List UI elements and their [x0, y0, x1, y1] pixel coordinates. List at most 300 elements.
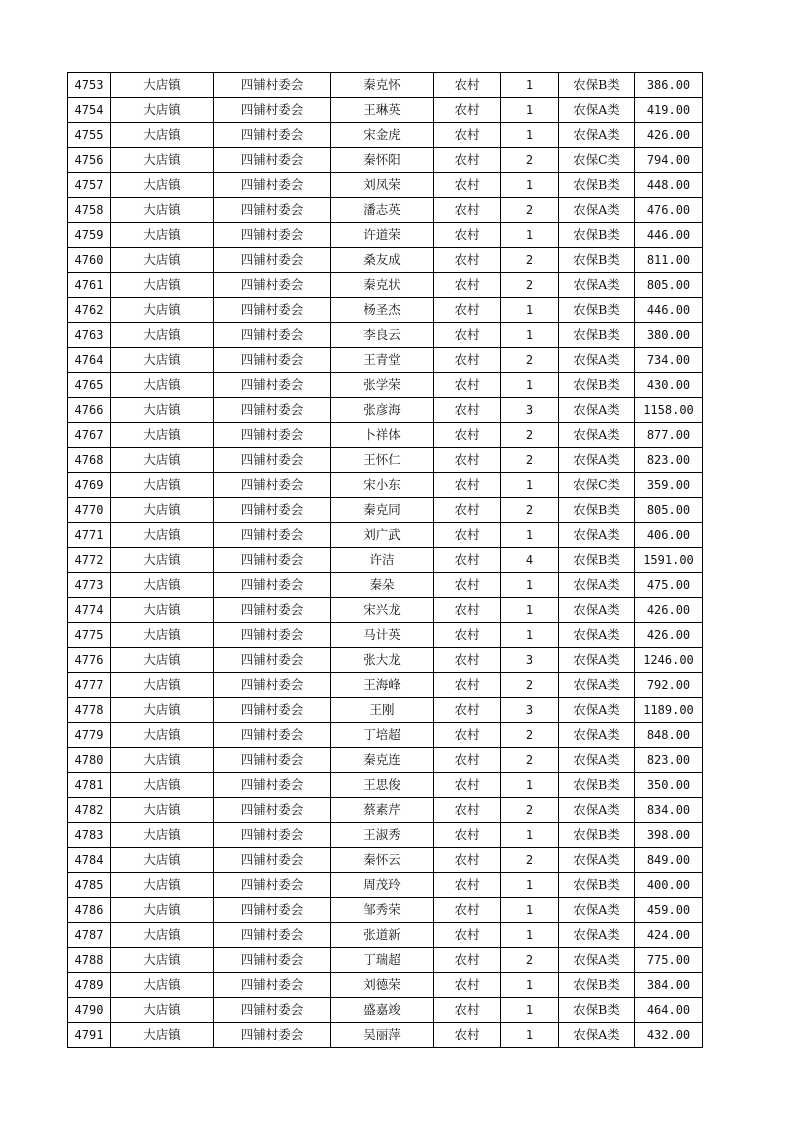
member-count-cell: 2	[501, 798, 559, 823]
table-row	[68, 298, 703, 323]
town-cell: 大店镇	[111, 323, 214, 348]
household-type-cell: 农村	[434, 73, 501, 98]
household-type-cell: 农村	[434, 323, 501, 348]
village-committee-cell: 四铺村委会	[214, 348, 331, 373]
amount-cell: 1246.00	[635, 648, 703, 673]
village-committee-cell: 四铺村委会	[214, 923, 331, 948]
name-cell: 许道荣	[331, 223, 434, 248]
village-committee-cell: 四铺村委会	[214, 273, 331, 298]
insurance-category-cell: 农保B类	[559, 323, 635, 348]
name-cell: 刘凤荣	[331, 173, 434, 198]
name-cell: 王青堂	[331, 348, 434, 373]
member-count-cell: 2	[501, 673, 559, 698]
household-type-cell: 农村	[434, 848, 501, 873]
amount-cell: 794.00	[635, 148, 703, 173]
record-id-cell: 4760	[68, 248, 111, 273]
household-type-cell: 农村	[434, 598, 501, 623]
amount-cell: 350.00	[635, 773, 703, 798]
record-id-cell: 4762	[68, 298, 111, 323]
household-type-cell: 农村	[434, 548, 501, 573]
insurance-category-cell: 农保B类	[559, 298, 635, 323]
household-type-cell: 农村	[434, 923, 501, 948]
table-row	[68, 98, 703, 123]
amount-cell: 448.00	[635, 173, 703, 198]
village-committee-cell: 四铺村委会	[214, 98, 331, 123]
name-cell: 张学荣	[331, 373, 434, 398]
town-cell: 大店镇	[111, 748, 214, 773]
town-cell: 大店镇	[111, 923, 214, 948]
village-committee-cell: 四铺村委会	[214, 398, 331, 423]
name-cell: 吴丽萍	[331, 1023, 434, 1048]
name-cell: 马计英	[331, 623, 434, 648]
insurance-category-cell: 农保A类	[559, 698, 635, 723]
town-cell: 大店镇	[111, 548, 214, 573]
insurance-category-cell: 农保A类	[559, 523, 635, 548]
town-cell: 大店镇	[111, 523, 214, 548]
village-committee-cell: 四铺村委会	[214, 748, 331, 773]
member-count-cell: 2	[501, 198, 559, 223]
name-cell: 桑友成	[331, 248, 434, 273]
insurance-category-cell: 农保A类	[559, 898, 635, 923]
member-count-cell: 1	[501, 823, 559, 848]
village-committee-cell: 四铺村委会	[214, 323, 331, 348]
insurance-category-cell: 农保C类	[559, 473, 635, 498]
name-cell: 王海峰	[331, 673, 434, 698]
town-cell: 大店镇	[111, 948, 214, 973]
member-count-cell: 1	[501, 598, 559, 623]
village-committee-cell: 四铺村委会	[214, 648, 331, 673]
village-committee-cell: 四铺村委会	[214, 248, 331, 273]
village-committee-cell: 四铺村委会	[214, 598, 331, 623]
member-count-cell: 2	[501, 273, 559, 298]
household-type-cell: 农村	[434, 198, 501, 223]
amount-cell: 398.00	[635, 823, 703, 848]
amount-cell: 1591.00	[635, 548, 703, 573]
record-id-cell: 4764	[68, 348, 111, 373]
town-cell: 大店镇	[111, 848, 214, 873]
record-id-cell: 4753	[68, 73, 111, 98]
member-count-cell: 1	[501, 773, 559, 798]
record-id-cell: 4773	[68, 573, 111, 598]
insurance-category-cell: 农保A类	[559, 98, 635, 123]
name-cell: 秦克怀	[331, 73, 434, 98]
village-committee-cell: 四铺村委会	[214, 173, 331, 198]
table-row	[68, 598, 703, 623]
insurance-category-cell: 农保B类	[559, 773, 635, 798]
village-committee-cell: 四铺村委会	[214, 898, 331, 923]
insurance-category-cell: 农保A类	[559, 848, 635, 873]
village-committee-cell: 四铺村委会	[214, 448, 331, 473]
table-row	[68, 348, 703, 373]
name-cell: 蔡素芹	[331, 798, 434, 823]
village-committee-cell: 四铺村委会	[214, 1023, 331, 1048]
amount-cell: 811.00	[635, 248, 703, 273]
table-row	[68, 1023, 703, 1048]
town-cell: 大店镇	[111, 373, 214, 398]
member-count-cell: 1	[501, 73, 559, 98]
table-row	[68, 523, 703, 548]
member-count-cell: 1	[501, 173, 559, 198]
table-row	[68, 698, 703, 723]
name-cell: 李良云	[331, 323, 434, 348]
amount-cell: 432.00	[635, 1023, 703, 1048]
table-row	[68, 398, 703, 423]
record-id-cell: 4758	[68, 198, 111, 223]
household-type-cell: 农村	[434, 723, 501, 748]
amount-cell: 792.00	[635, 673, 703, 698]
member-count-cell: 3	[501, 698, 559, 723]
record-id-cell: 4790	[68, 998, 111, 1023]
amount-cell: 424.00	[635, 923, 703, 948]
insurance-category-cell: 农保B类	[559, 73, 635, 98]
household-type-cell: 农村	[434, 173, 501, 198]
table-row	[68, 248, 703, 273]
town-cell: 大店镇	[111, 123, 214, 148]
record-id-cell: 4768	[68, 448, 111, 473]
amount-cell: 430.00	[635, 373, 703, 398]
member-count-cell: 1	[501, 1023, 559, 1048]
amount-cell: 1189.00	[635, 698, 703, 723]
household-type-cell: 农村	[434, 973, 501, 998]
member-count-cell: 3	[501, 398, 559, 423]
amount-cell: 384.00	[635, 973, 703, 998]
town-cell: 大店镇	[111, 498, 214, 523]
record-id-cell: 4776	[68, 648, 111, 673]
town-cell: 大店镇	[111, 248, 214, 273]
village-committee-cell: 四铺村委会	[214, 873, 331, 898]
record-id-cell: 4780	[68, 748, 111, 773]
village-committee-cell: 四铺村委会	[214, 998, 331, 1023]
table-row	[68, 123, 703, 148]
insurance-category-cell: 农保A类	[559, 573, 635, 598]
household-type-cell: 农村	[434, 223, 501, 248]
insurance-category-cell: 农保A类	[559, 648, 635, 673]
member-count-cell: 2	[501, 348, 559, 373]
household-type-cell: 农村	[434, 98, 501, 123]
member-count-cell: 2	[501, 448, 559, 473]
insurance-category-cell: 农保B类	[559, 223, 635, 248]
member-count-cell: 1	[501, 873, 559, 898]
table-row	[68, 773, 703, 798]
record-id-cell: 4785	[68, 873, 111, 898]
household-type-cell: 农村	[434, 273, 501, 298]
name-cell: 宋兴龙	[331, 598, 434, 623]
name-cell: 杨圣杰	[331, 298, 434, 323]
table-row	[68, 323, 703, 348]
insurance-category-cell: 农保A类	[559, 198, 635, 223]
household-type-cell: 农村	[434, 248, 501, 273]
name-cell: 王淑秀	[331, 823, 434, 848]
insurance-category-cell: 农保A类	[559, 273, 635, 298]
village-committee-cell: 四铺村委会	[214, 848, 331, 873]
member-count-cell: 2	[501, 248, 559, 273]
amount-cell: 359.00	[635, 473, 703, 498]
insurance-category-cell: 农保B类	[559, 548, 635, 573]
town-cell: 大店镇	[111, 223, 214, 248]
record-id-cell: 4789	[68, 973, 111, 998]
household-type-cell: 农村	[434, 473, 501, 498]
village-committee-cell: 四铺村委会	[214, 498, 331, 523]
table-row	[68, 998, 703, 1023]
table-row	[68, 848, 703, 873]
household-type-cell: 农村	[434, 423, 501, 448]
record-id-cell: 4769	[68, 473, 111, 498]
household-type-cell: 农村	[434, 298, 501, 323]
amount-cell: 877.00	[635, 423, 703, 448]
amount-cell: 1158.00	[635, 398, 703, 423]
village-committee-cell: 四铺村委会	[214, 223, 331, 248]
name-cell: 秦朵	[331, 573, 434, 598]
member-count-cell: 1	[501, 523, 559, 548]
record-id-cell: 4765	[68, 373, 111, 398]
town-cell: 大店镇	[111, 973, 214, 998]
record-id-cell: 4759	[68, 223, 111, 248]
name-cell: 盛嘉竣	[331, 998, 434, 1023]
name-cell: 张大龙	[331, 648, 434, 673]
insurance-category-cell: 农保A类	[559, 948, 635, 973]
amount-cell: 419.00	[635, 98, 703, 123]
amount-cell: 823.00	[635, 748, 703, 773]
name-cell: 许洁	[331, 548, 434, 573]
insurance-category-cell: 农保A类	[559, 448, 635, 473]
amount-cell: 805.00	[635, 273, 703, 298]
table-row	[68, 798, 703, 823]
amount-cell: 734.00	[635, 348, 703, 373]
village-committee-cell: 四铺村委会	[214, 623, 331, 648]
table-row	[68, 923, 703, 948]
name-cell: 潘志英	[331, 198, 434, 223]
name-cell: 邹秀荣	[331, 898, 434, 923]
table-row	[68, 648, 703, 673]
name-cell: 宋小东	[331, 473, 434, 498]
table-row	[68, 373, 703, 398]
member-count-cell: 1	[501, 473, 559, 498]
insurance-category-cell: 农保A类	[559, 348, 635, 373]
table-row	[68, 948, 703, 973]
record-id-cell: 4788	[68, 948, 111, 973]
name-cell: 王怀仁	[331, 448, 434, 473]
record-id-cell: 4772	[68, 548, 111, 573]
member-count-cell: 4	[501, 548, 559, 573]
amount-cell: 426.00	[635, 598, 703, 623]
name-cell: 丁瑞超	[331, 948, 434, 973]
table-row	[68, 73, 703, 98]
village-committee-cell: 四铺村委会	[214, 673, 331, 698]
name-cell: 宋金虎	[331, 123, 434, 148]
household-type-cell: 农村	[434, 148, 501, 173]
amount-cell: 823.00	[635, 448, 703, 473]
town-cell: 大店镇	[111, 773, 214, 798]
record-id-cell: 4781	[68, 773, 111, 798]
member-count-cell: 2	[501, 948, 559, 973]
town-cell: 大店镇	[111, 73, 214, 98]
record-id-cell: 4755	[68, 123, 111, 148]
household-type-cell: 农村	[434, 948, 501, 973]
village-committee-cell: 四铺村委会	[214, 373, 331, 398]
table-row	[68, 573, 703, 598]
member-count-cell: 1	[501, 898, 559, 923]
insurance-category-cell: 农保A类	[559, 798, 635, 823]
insurance-category-cell: 农保A类	[559, 1023, 635, 1048]
village-committee-cell: 四铺村委会	[214, 948, 331, 973]
amount-cell: 476.00	[635, 198, 703, 223]
insurance-category-cell: 农保B类	[559, 823, 635, 848]
table-row	[68, 198, 703, 223]
town-cell: 大店镇	[111, 573, 214, 598]
village-committee-cell: 四铺村委会	[214, 548, 331, 573]
town-cell: 大店镇	[111, 598, 214, 623]
table-row	[68, 973, 703, 998]
record-id-cell: 4787	[68, 923, 111, 948]
town-cell: 大店镇	[111, 148, 214, 173]
town-cell: 大店镇	[111, 448, 214, 473]
record-id-cell: 4775	[68, 623, 111, 648]
household-type-cell: 农村	[434, 673, 501, 698]
town-cell: 大店镇	[111, 348, 214, 373]
insurance-category-cell: 农保A类	[559, 423, 635, 448]
insurance-category-cell: 农保A类	[559, 923, 635, 948]
village-committee-cell: 四铺村委会	[214, 698, 331, 723]
household-type-cell: 农村	[434, 698, 501, 723]
record-id-cell: 4763	[68, 323, 111, 348]
member-count-cell: 2	[501, 748, 559, 773]
village-committee-cell: 四铺村委会	[214, 523, 331, 548]
household-type-cell: 农村	[434, 798, 501, 823]
name-cell: 王琳英	[331, 98, 434, 123]
village-committee-cell: 四铺村委会	[214, 773, 331, 798]
town-cell: 大店镇	[111, 273, 214, 298]
name-cell: 周茂玲	[331, 873, 434, 898]
name-cell: 张彦海	[331, 398, 434, 423]
village-committee-cell: 四铺村委会	[214, 723, 331, 748]
record-id-cell: 4783	[68, 823, 111, 848]
member-count-cell: 1	[501, 573, 559, 598]
town-cell: 大店镇	[111, 873, 214, 898]
household-type-cell: 农村	[434, 398, 501, 423]
household-type-cell: 农村	[434, 573, 501, 598]
town-cell: 大店镇	[111, 648, 214, 673]
amount-cell: 380.00	[635, 323, 703, 348]
household-type-cell: 农村	[434, 123, 501, 148]
amount-cell: 426.00	[635, 123, 703, 148]
amount-cell: 446.00	[635, 298, 703, 323]
insurance-category-cell: 农保A类	[559, 398, 635, 423]
name-cell: 王思俊	[331, 773, 434, 798]
name-cell: 秦克同	[331, 498, 434, 523]
amount-cell: 464.00	[635, 998, 703, 1023]
name-cell: 秦怀云	[331, 848, 434, 873]
table-row	[68, 273, 703, 298]
household-type-cell: 农村	[434, 748, 501, 773]
record-id-cell: 4756	[68, 148, 111, 173]
village-committee-cell: 四铺村委会	[214, 573, 331, 598]
town-cell: 大店镇	[111, 998, 214, 1023]
table-row	[68, 898, 703, 923]
insurance-category-cell: 农保C类	[559, 148, 635, 173]
amount-cell: 849.00	[635, 848, 703, 873]
household-type-cell: 农村	[434, 523, 501, 548]
member-count-cell: 1	[501, 323, 559, 348]
name-cell: 丁培超	[331, 723, 434, 748]
name-cell: 王刚	[331, 698, 434, 723]
amount-cell: 805.00	[635, 498, 703, 523]
town-cell: 大店镇	[111, 1023, 214, 1048]
member-count-cell: 1	[501, 923, 559, 948]
record-id-cell: 4761	[68, 273, 111, 298]
record-id-cell: 4778	[68, 698, 111, 723]
village-committee-cell: 四铺村委会	[214, 823, 331, 848]
table-row	[68, 723, 703, 748]
household-type-cell: 农村	[434, 773, 501, 798]
town-cell: 大店镇	[111, 98, 214, 123]
household-type-cell: 农村	[434, 823, 501, 848]
household-type-cell: 农村	[434, 873, 501, 898]
member-count-cell: 1	[501, 623, 559, 648]
amount-cell: 459.00	[635, 898, 703, 923]
member-count-cell: 2	[501, 498, 559, 523]
name-cell: 刘广武	[331, 523, 434, 548]
amount-cell: 848.00	[635, 723, 703, 748]
insurance-category-cell: 农保B类	[559, 173, 635, 198]
table-row	[68, 748, 703, 773]
household-type-cell: 农村	[434, 498, 501, 523]
member-count-cell: 2	[501, 723, 559, 748]
table-row	[68, 173, 703, 198]
village-committee-cell: 四铺村委会	[214, 148, 331, 173]
record-id-cell: 4770	[68, 498, 111, 523]
record-id-cell: 4782	[68, 798, 111, 823]
member-count-cell: 1	[501, 223, 559, 248]
record-id-cell: 4786	[68, 898, 111, 923]
village-committee-cell: 四铺村委会	[214, 123, 331, 148]
table-row	[68, 673, 703, 698]
village-committee-cell: 四铺村委会	[214, 423, 331, 448]
name-cell: 刘德荣	[331, 973, 434, 998]
table-row	[68, 873, 703, 898]
town-cell: 大店镇	[111, 298, 214, 323]
member-count-cell: 1	[501, 373, 559, 398]
record-id-cell: 4766	[68, 398, 111, 423]
household-type-cell: 农村	[434, 623, 501, 648]
village-committee-cell: 四铺村委会	[214, 73, 331, 98]
household-type-cell: 农村	[434, 1023, 501, 1048]
town-cell: 大店镇	[111, 623, 214, 648]
town-cell: 大店镇	[111, 823, 214, 848]
record-id-cell: 4779	[68, 723, 111, 748]
insurance-category-cell: 农保A类	[559, 748, 635, 773]
amount-cell: 775.00	[635, 948, 703, 973]
village-committee-cell: 四铺村委会	[214, 798, 331, 823]
insurance-category-cell: 农保B类	[559, 973, 635, 998]
town-cell: 大店镇	[111, 673, 214, 698]
record-id-cell: 4757	[68, 173, 111, 198]
table-row	[68, 623, 703, 648]
insurance-category-cell: 农保B类	[559, 373, 635, 398]
member-count-cell: 1	[501, 998, 559, 1023]
town-cell: 大店镇	[111, 423, 214, 448]
town-cell: 大店镇	[111, 898, 214, 923]
town-cell: 大店镇	[111, 473, 214, 498]
household-type-cell: 农村	[434, 898, 501, 923]
insurance-category-cell: 农保B类	[559, 873, 635, 898]
table-row	[68, 498, 703, 523]
table-row	[68, 148, 703, 173]
member-count-cell: 2	[501, 848, 559, 873]
records-table	[67, 72, 703, 1048]
amount-cell: 386.00	[635, 73, 703, 98]
member-count-cell: 1	[501, 98, 559, 123]
town-cell: 大店镇	[111, 198, 214, 223]
